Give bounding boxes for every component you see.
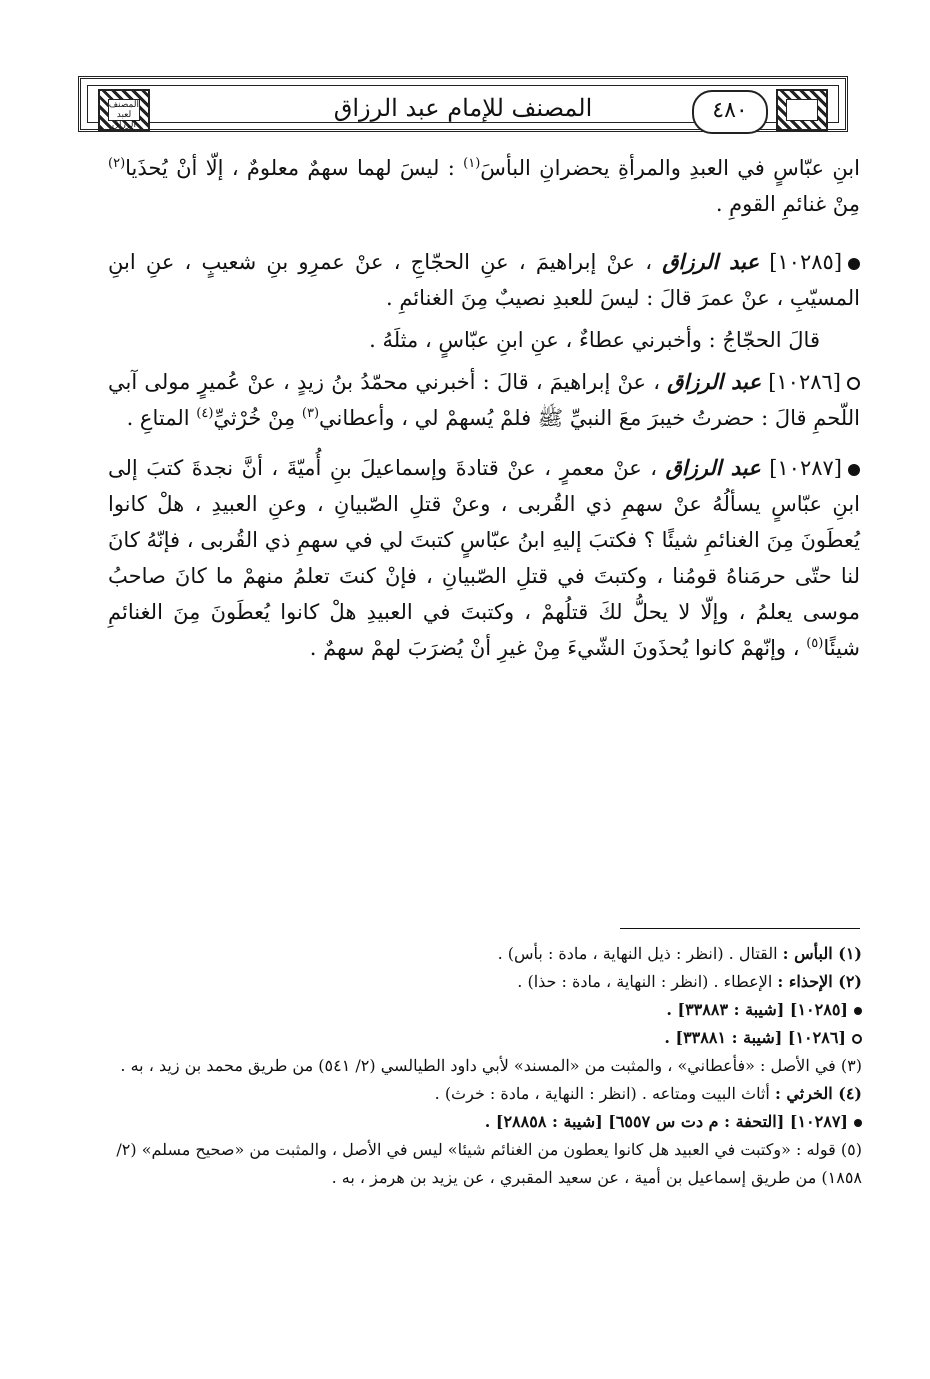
text-span: مِنْ غنائمِ القومِ .	[715, 192, 860, 216]
hadith-10285-addendum: قالَ الحجّاجُ : وأخبرني عطاءٌ ، عنِ ابنِ عبّاسٍ ، مثلَهُ .	[369, 328, 820, 352]
hadith-number: [١٠٢٨٧]	[769, 456, 842, 480]
reference-text: [١٠٢٨٧] [التحفة : م دت س ٦٥٥٧] [شيبة : ٢٨٨٥٨] .	[484, 1112, 848, 1131]
footnote-1	[96, 940, 862, 968]
footnote-ref: (٣)	[301, 406, 320, 421]
paragraph-continuation	[108, 150, 860, 222]
reference-10285	[96, 996, 862, 1024]
text-span: مِنْ خُرْثيِّ	[213, 406, 302, 430]
footnote-ref: (١)	[463, 156, 481, 171]
text-span: : ليسَ لهما سهمٌ معلومٌ ، إلّا أنْ يُحذَيا	[125, 156, 464, 180]
ring-bullet-icon	[852, 1034, 862, 1044]
text-span: ، وإنّهمْ كانوا يُحذَونَ الشّيءَ مِنْ غيرِ أنْ يُضرَبَ لهمْ سهمٌ .	[309, 636, 807, 660]
ornament-decoration-right	[776, 89, 828, 131]
hadith-text: ، عنْ معمرٍ ، عنْ قتادةَ وإسماعيلَ بنِ أُميّةَ ، أنَّ نجدةَ كتبَ إلى ابنِ عبّاسٍ يسألُهُ عنْ سهمِ ذي القُربى ، وعنْ قتلِ الصّبيانِ ، وعنِ العبيدِ ، هلْ كانوا يُعطَونَ مِنَ الغنائمِ شيئًا ؟ فكتبَ إليهِ ابنُ عبّاسٍ كتبتَ لي في سهمِ ذي القُربى ، فإنّهُ كانَ لنا حتّى حرمَناهُ قومُنا ، وكتبتَ في قتلِ الصّبيانِ ، فإنْ كنتَ تعلمُ منهمْ ما كانَ صاحبُ موسى يعلمُ ، وإلّا لا يحلُّ لكَ قتلُهمْ ، وكتبتَ في العبيدِ هلْ كانوا يُعطَونَ مِنَ الغنائمِ شيئًا	[108, 456, 860, 660]
footnote-label: (٢) الإحذاء :	[777, 972, 862, 991]
hadith-number: [١٠٢٨٥]	[769, 250, 843, 274]
hadith-number: [١٠٢٨٦]	[768, 370, 841, 394]
page-number: ٤٨٠	[692, 90, 768, 134]
hadith-text: ، عنْ إبراهيمَ ، عنِ الحجّاجِ ، عنْ عمرِو بنِ شعيبٍ ، عنِ ابنِ المسيّبِ ، عنْ عمرَ قالَ : ليسَ للعبدِ نصيبٌ مِنَ الغنائمِ .	[108, 250, 860, 310]
footnote-ref: (٥)	[806, 636, 824, 651]
reference-text: [١٠٢٨٥] [شيبة : ٣٣٨٨٣] .	[666, 1000, 848, 1019]
bullet-icon	[854, 1119, 862, 1127]
footnote-5: (٥) قوله : «وكتبت في العبيد هل كانوا يعطون من الغنائم شيئا» ليس في الأصل ، والمثبت من «صحيح مسلم» (٢/ ١٨٥٨) من طريق إسماعيل بن أمية ، عن سعيد المقبري ، عن يزيد بن هرمز ، به .	[116, 1140, 862, 1187]
footnote-text: أثاث البيت ومتاعه . (انظر : النهاية ، مادة : خرث) .	[434, 1084, 775, 1103]
ornament-text: المصنف لعبد الرزاق	[108, 100, 139, 130]
reference-10287	[96, 1108, 862, 1136]
hadith-10287	[108, 450, 860, 666]
bullet-icon	[848, 258, 860, 270]
footnote-text: الإعطاء . (انظر : النهاية ، مادة : حذا) .	[517, 972, 778, 991]
author-name: عبد الرزاق	[662, 249, 759, 274]
hadith-10285	[108, 244, 860, 316]
text-span: المتاعِ .	[126, 406, 197, 430]
main-text	[108, 150, 860, 666]
text-span: ابنِ عبّاسٍ في العبدِ والمرأةِ يحضرانِ البأسَ	[480, 156, 860, 180]
reference-text: [١٠٢٨٦] [شيبة : ٣٣٨٨١] .	[664, 1028, 846, 1047]
ring-bullet-icon	[847, 377, 860, 390]
bullet-icon	[854, 1007, 862, 1015]
footnote-4	[96, 1080, 862, 1108]
footnote-label: (١) البأس :	[782, 944, 862, 963]
footnote-2	[96, 968, 862, 996]
author-name: عبد الرزاق	[667, 369, 761, 394]
book-title: المصنف للإمام عبد الرزاق	[333, 94, 593, 122]
reference-10286	[96, 1024, 862, 1052]
header-frame	[87, 85, 839, 130]
hadith-text: ، عنْ إبراهيمَ ، قالَ : أخبرني محمّدُ بنُ زيدٍ ، عنْ عُميرٍ مولى آبي اللّحمِ قالَ : حضرتُ خيبرَ معَ النبيِّ ﷺ فلمْ يُسهمْ لي ، وأعطاني	[108, 370, 860, 430]
bullet-icon	[848, 464, 860, 476]
author-name: عبد الرزاق	[665, 455, 761, 480]
footnotes	[96, 940, 862, 1192]
footnote-divider	[620, 928, 860, 929]
ornament-inner	[786, 99, 818, 121]
page-header	[78, 76, 848, 132]
footnote-label: (٤) الخرثي :	[774, 1084, 862, 1103]
footnote-ref: (٤)	[196, 406, 214, 421]
hadith-10286	[108, 364, 860, 436]
footnote-text: القتال . (انظر : ذيل النهاية ، مادة : بأس) .	[497, 944, 783, 963]
footnote-3: (٣) في الأصل : «فأعطاني» ، والمثبت من «المسند» لأبي داود الطيالسي (٢/ ٥٤١) من طريق محمد بن زيد ، به .	[120, 1056, 862, 1075]
footnote-ref: (٢)	[108, 156, 126, 171]
